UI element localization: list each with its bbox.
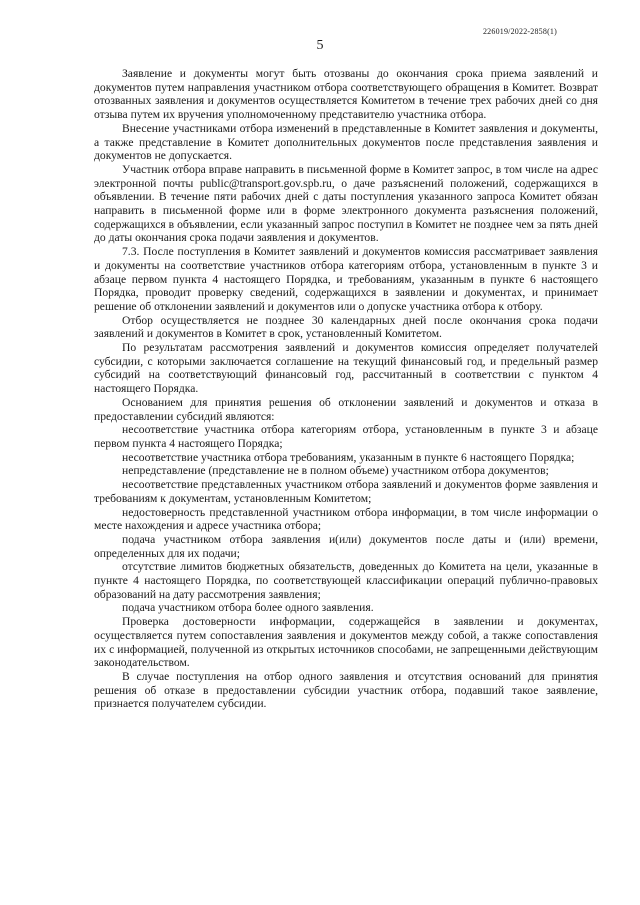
list-item-late-submission: подача участником отбора заявления и(или) документов после даты и (или) времени, определенных для их подачи; (94, 532, 598, 560)
paragraph-rejection-grounds-intro: Основанием для принятия решения об отклонении заявлений и документов и отказа в предоставлении субсидий являются: (94, 395, 598, 423)
list-item-form-mismatch: несоответствие представленных участником отбора заявлений и документов форме заявления и требованиям к документам, установленным Комитетом; (94, 478, 598, 505)
list-item-requirements-mismatch: несоответствие участника отбора требованиям, указанным в пункте 6 настоящего Порядка; (122, 450, 575, 464)
list-item-missing-documents: непредставление (представление не в полном объеме) участником отбора документов; (122, 464, 549, 478)
paragraph-verification: Проверка достоверности информации, содержащейся в заявлении и документах, осуществляется путем сопоставления заявления и документов между собой, а также сопоставления их с информацией, полученной из открытых источников способами, не запрещенными действующим законодательством. (94, 615, 598, 670)
paragraph-7-3: 7.3. После поступления в Комитет заявлений и документов комиссия рассматривает заявления и документы на соответствие участников отбора категориям отбора, установленным в пункте 3 и абзаце первом пункта 4 настоящего Порядка, и требованиям, указанным в пункте 6 настоящего Порядка, проводит проверку сведений, содержащихся в заявлении и документах, и принимает решение об отклонении заявлений и документов или о допуске участника отбора к отбору. (94, 245, 598, 313)
list-item-false-information: недостоверность представленной участником отбора информации, в том числе информации о месте нахождения и адресе участника отбора; (94, 505, 598, 533)
paragraph-clarification-request: Участник отбора вправе направить в письменной форме в Комитет запрос, в том числе на адрес электронной почты public@transport.gov.spb.ru, о даче разъяснений положений, содержащихся в объявлении. В течение пяти рабочих дней с даты поступления указанного запроса Комитет обязан направить в письменной форме или в форме электронного документа разъяснения положений, содержащихся в объявлении, если указанный запрос поступил в Комитет не позднее чем за пять дней до даты окончания срока подачи заявления и документов. (94, 162, 598, 245)
paragraph-withdrawal: Заявление и документы могут быть отозваны до окончания срока приема заявлений и документов путем направления участником отбора соответствующего обращения в Комитет. Возврат отозванных заявления и документов осуществляется Комитетом в течение трех рабочих дней со дня отзыва путем их вручения уполномоченному представителю участника отбора. (94, 67, 598, 122)
list-item-category-mismatch: несоответствие участника отбора категориям отбора, установленным в пункте 3 и абзаце первом пункта 4 настоящего Порядка; (94, 423, 598, 450)
paragraph-selection-deadline: Отбор осуществляется не позднее 30 календарных дней после окончания срока подачи заявлений и документов в Комитет в срок, установленный Комитетом. (94, 313, 598, 341)
list-item-no-budget-limits: отсутствие лимитов бюджетных обязательств, доведенных до Комитета на цели, указанные в пункте 4 настоящего Порядка, по соответствующей классификации операций публично-правовых образований на дату рассмотрения заявления; (94, 560, 598, 601)
list-item-multiple-applications: подача участником отбора более одного заявления. (122, 601, 374, 615)
page-number: 5 (316, 38, 324, 53)
paragraph-single-application: В случае поступления на отбор одного заявления и отсутствия оснований для принятия решения об отказе в предоставлении субсидии участник отбора, подавший такое заявление, признается получателем субсидии. (94, 669, 598, 711)
paragraph-no-changes: Внесение участниками отбора изменений в представленные в Комитет заявления и документы, а также представление в Комитет дополнительных документов после представления заявления и документов не допускается. (94, 121, 598, 163)
paragraph-results: По результатам рассмотрения заявлений и документов комиссия определяет получателей субсидии, с которыми заключается соглашение на текущий финансовый год, и предельный размер субсидий на соответствующий финансовый год, рассчитанный в соответствии с пунктом 4 настоящего Порядка. (94, 341, 598, 396)
document-registration-number: 226019/2022-2858(1) (482, 27, 557, 36)
document-body (94, 67, 598, 711)
